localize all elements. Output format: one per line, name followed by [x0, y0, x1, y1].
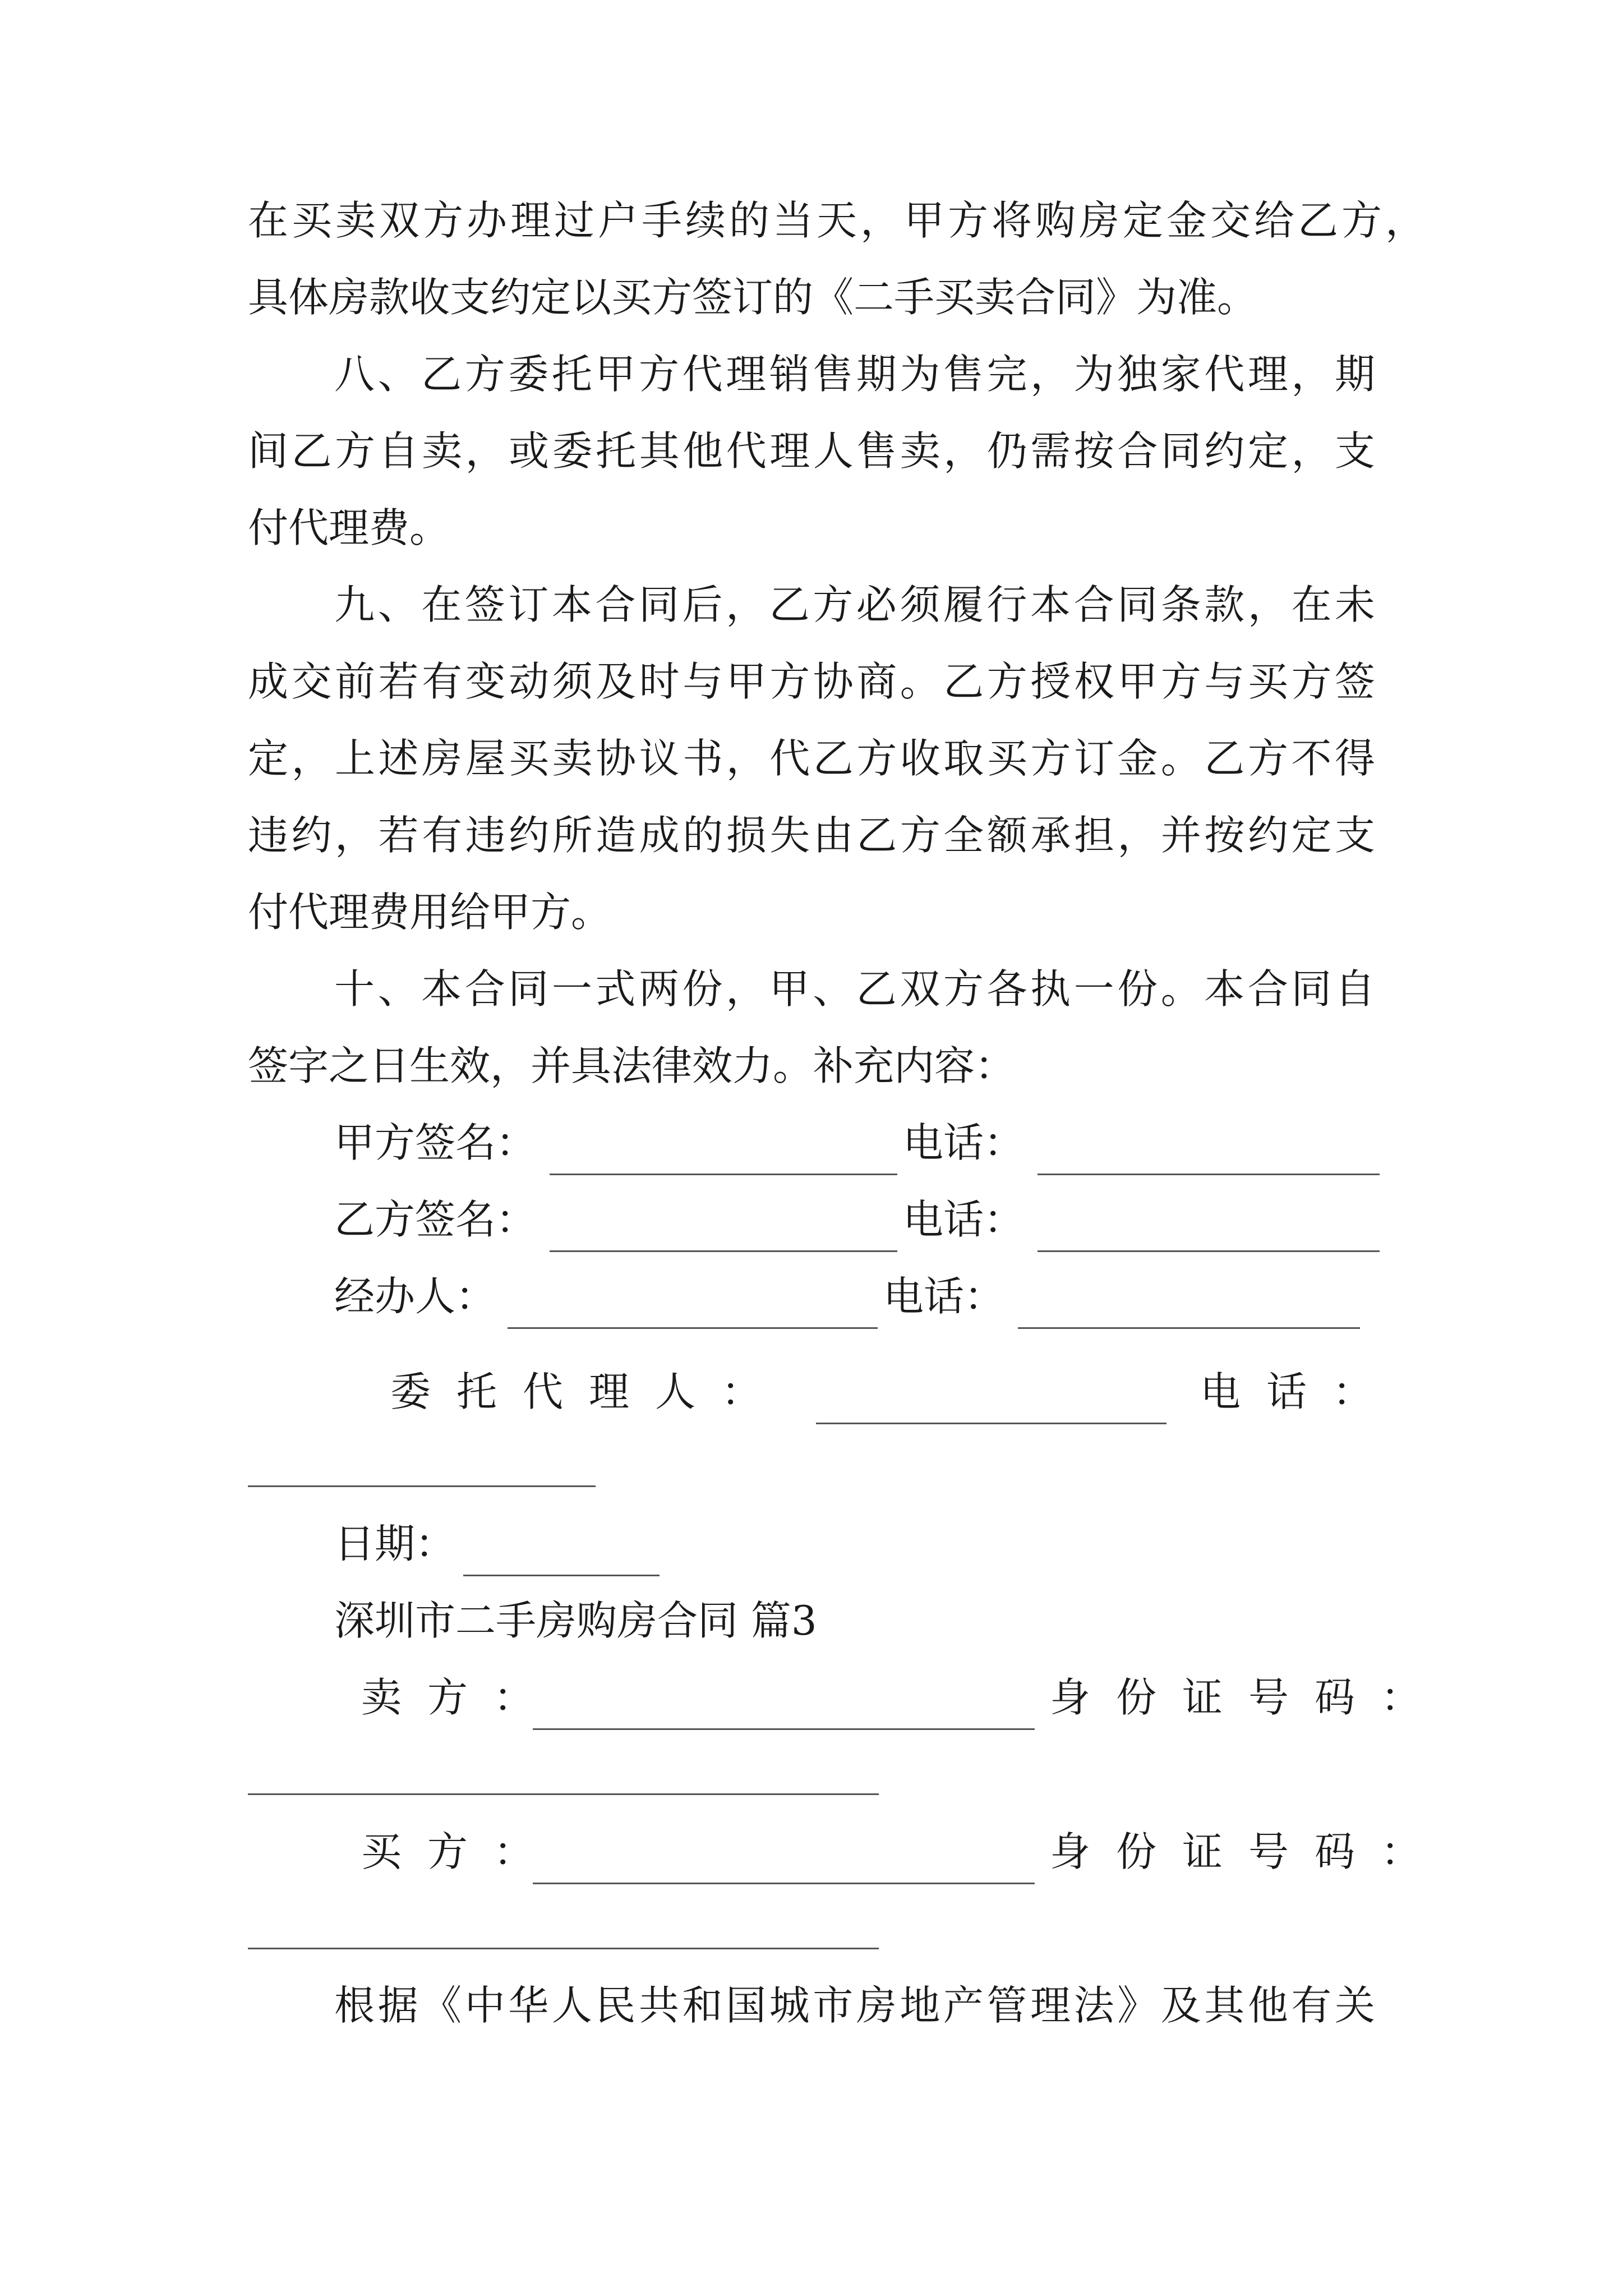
paragraph-line: 付代理费。: [248, 504, 450, 551]
paragraph-line: 定，上述房屋买卖协议书，代乙方收取买方订金。乙方不得: [248, 735, 1375, 782]
paragraph-line: 间乙方自卖，或委托其他代理人售卖，仍需按合同约定，支: [248, 427, 1375, 475]
party-b-phone-label: 电话：: [903, 1196, 1025, 1243]
handler-label: 经办人：: [334, 1273, 496, 1320]
paragraph-line: 具体房款收支约定以买方签订的《二手买卖合同》为准。: [248, 274, 1258, 321]
handler-phone-label: 电话：: [883, 1273, 1005, 1320]
handler-signature-line[interactable]: [508, 1327, 878, 1329]
date-line[interactable]: [463, 1575, 660, 1576]
paragraph-line: 付代理费用给甲方。: [248, 889, 612, 936]
clause-10-line: 十、本合同一式两份，甲、乙双方各执一份。本合同自: [334, 965, 1375, 1013]
agent-signature-line[interactable]: [816, 1423, 1166, 1424]
paragraph-line: 根据《中华人民共和国城市房地产管理法》及其他有关: [334, 1982, 1375, 2029]
party-b-phone-line[interactable]: [1038, 1250, 1380, 1252]
party-a-signature-label: 甲方签名：: [334, 1119, 537, 1166]
buyer-name-line[interactable]: [533, 1883, 1035, 1884]
paragraph-line: 成交前若有变动须及时与甲方协商。乙方授权甲方与买方签: [248, 658, 1375, 705]
handler-phone-line[interactable]: [1018, 1327, 1360, 1329]
seller-name-line[interactable]: [533, 1728, 1035, 1730]
seller-label: 卖方：: [361, 1674, 560, 1721]
clause-9-line: 九、在签订本合同后，乙方必须履行本合同条款，在未: [334, 581, 1375, 628]
seller-id-label: 身份证号码：: [1050, 1674, 1447, 1721]
party-a-signature-line[interactable]: [550, 1174, 897, 1175]
paragraph-line: 违约，若有违约所造成的损失由乙方全额承担，并按约定支: [248, 812, 1375, 859]
section-title: 深圳市二手房购房合同 篇3: [334, 1597, 817, 1644]
buyer-label: 买方：: [361, 1828, 560, 1875]
date-label: 日期：: [334, 1520, 456, 1567]
agent-phone-label: 电话：: [1200, 1368, 1399, 1415]
party-a-phone-label: 电话：: [903, 1119, 1025, 1166]
buyer-id-line[interactable]: [248, 1948, 879, 1949]
party-b-signature-line[interactable]: [550, 1250, 897, 1252]
party-b-signature-label: 乙方签名：: [334, 1196, 537, 1243]
agent-phone-line[interactable]: [248, 1485, 596, 1487]
paragraph-line: 在买卖双方办理过户手续的当天，甲方将购房定金交给乙方，: [248, 197, 1426, 244]
agent-label: 委托代理人：: [390, 1368, 788, 1415]
clause-8-line: 八、乙方委托甲方代理销售期为售完，为独家代理，期: [334, 351, 1375, 398]
paragraph-line: 签字之日生效，并具法律效力。补充内容：: [248, 1042, 1016, 1089]
buyer-id-label: 身份证号码：: [1050, 1828, 1447, 1875]
seller-id-line[interactable]: [248, 1793, 879, 1795]
party-a-phone-line[interactable]: [1038, 1174, 1380, 1175]
